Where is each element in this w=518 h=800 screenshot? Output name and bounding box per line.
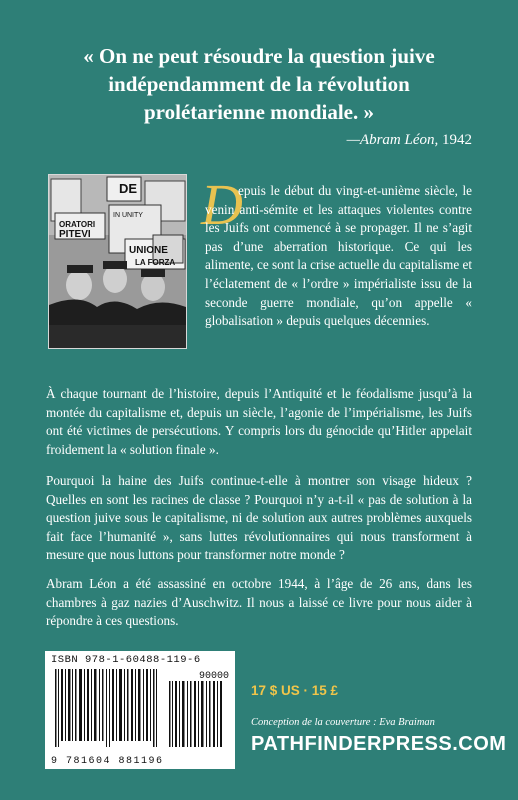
paragraph-questions: Pourquoi la haine des Juifs continue-t-elle à montrer son visage hideux ? Quelles en sont les racines de classe ? Pourquoi n’y a-t-il « pas de solution à la question juive sous le capitalisme, ni de solution aux autres problèmes auxquels fait face l’humanité », sans luttes révolutionnaires qui nous transforment à mesure que nous luttons pour transformer notre monde ? <box>46 473 472 563</box>
photo-sign-1: DE <box>119 181 138 196</box>
paragraph-history: À chaque tournant de l’histoire, depuis l’Antiquité et le féodalisme jusqu’à la montée du capitalisme et, depuis un siècle, l’agonie de l’impérialisme, les Juifs ont été victimes de persécutions. Y compris lors du génocide qu’Hitler appelait froidement la « solution finale ». <box>46 386 472 457</box>
barcode-addon-digits: 90000 <box>198 671 229 682</box>
isbn-number: ISBN 978-1-60488-119-6 <box>51 654 201 666</box>
publisher-website: PATHFINDERPRESS.COM <box>251 733 507 755</box>
isbn-barcode <box>45 651 235 769</box>
photo-sign-2: PITEVI <box>59 229 91 240</box>
photo-sign-6: IN UNITY <box>113 212 143 219</box>
cover-quote <box>40 42 478 126</box>
intro-paragraph <box>205 182 472 331</box>
quote-attribution <box>347 132 472 149</box>
drop-cap: D <box>201 172 243 237</box>
barcode-ean-digits: 9 781604 881196 <box>51 756 164 767</box>
quote-line-2: indépendamment de la révolution <box>108 72 410 96</box>
photo-sign-4: UNIONE <box>129 245 168 256</box>
photo-sign-5: LA FORZA <box>135 258 176 267</box>
quote-line-3: prolétarienne mondiale. » <box>143 100 374 124</box>
photo-illustration <box>49 175 186 348</box>
quote-line-1: « On ne peut résoudre la question juive <box>83 44 435 68</box>
paragraph-author: Abram Léon a été assassiné en octobre 1944, à l’âge de 26 ans, dans les chambres à gaz nazies d’Auschwitz. Il nous a laissé ce livre pour nous aider à répondre à ces questions. <box>46 576 472 629</box>
intro-text: epuis le début du vingt-et-unième siècle, le venin anti-sémite et les attaques violentes contre les Juifs ont commencé à se propager. Il ne s’agit pas d’une aberration historique. Ce qui les alimente, ce sont la crise actuelle du capitalisme et l’éclatement de « l’ordre » impérialiste issu de la seconde guerre mondiale, qu’on appelle « globalisation » depuis quelques décennies. <box>205 183 472 329</box>
price-label: 17 $ US · 15 £ <box>251 683 339 698</box>
attribution-year: 1942 <box>442 132 472 148</box>
historical-protest-photo <box>48 174 187 349</box>
cover-design-credit: Conception de la couverture : Eva Braiman <box>251 717 435 728</box>
photo-sign-3: ORATORI <box>59 220 96 229</box>
attribution-name: —Abram Léon, <box>346 132 439 148</box>
